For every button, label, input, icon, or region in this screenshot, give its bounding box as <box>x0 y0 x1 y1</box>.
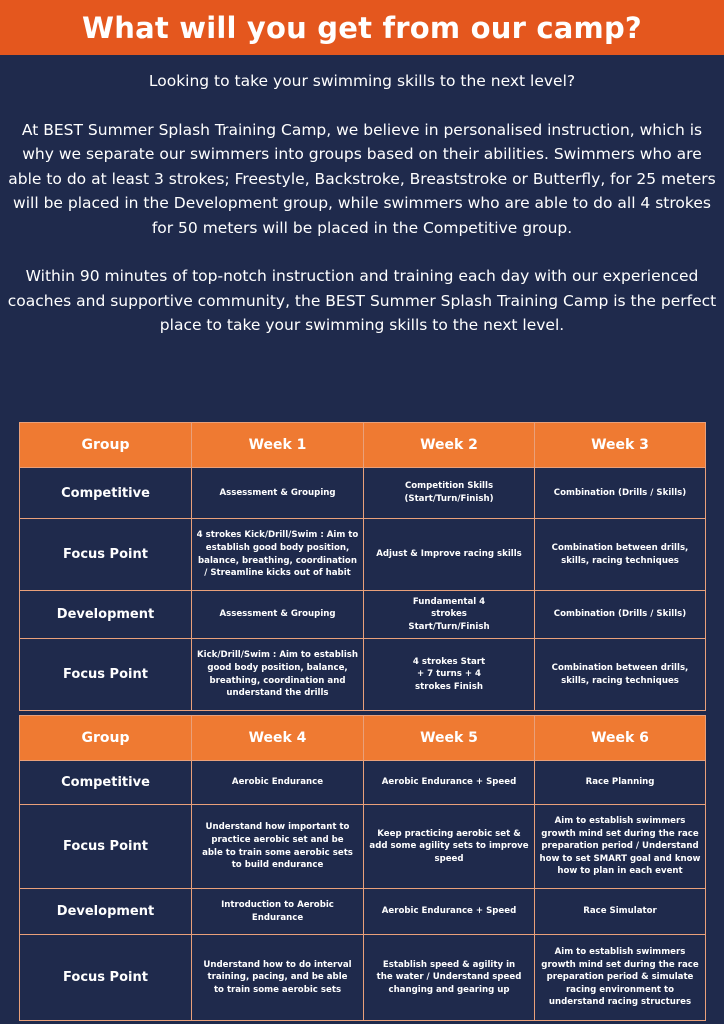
row-label: Focus Point <box>20 805 192 889</box>
row-label: Development <box>20 591 192 639</box>
table-cell: 4 strokes Kick/Drill/Swim : Aim to establish good body position, balance, breathing, coordination / Streamline kicks out of habit <box>192 519 364 591</box>
table-cell: Aim to establish swimmers growth mind set during the race preparation period / Understand how to set SMART goal and know how to plan in each event <box>535 805 706 889</box>
intro-paragraph-1: Looking to take your swimming skills to the next level? <box>148 72 576 90</box>
table-cell: Kick/Drill/Swim : Aim to establish good body position, balance, breathing, coordination and understand the drills <box>192 639 364 711</box>
header-cell: Week 2 <box>364 423 535 468</box>
intro-paragraph-2: At BEST Summer Splash Training Camp, we believe in personalised instruction, which is why we separate our swimmers into groups based on their abilities. Swimmers who are able to do at least 3 strokes; Freestyle, Backstroke, Breaststroke or Butterfly, for 25 meters will be placed in the Development group, while swimmers who are able to do all 4 strokes for 50 meters will be placed in the Competitive group. <box>8 120 716 237</box>
page-title: What will you get from our camp? <box>82 10 642 45</box>
table-row <box>20 805 706 889</box>
table-cell: Race Planning <box>535 761 706 805</box>
table-row <box>20 468 706 519</box>
header-cell: Week 5 <box>364 716 535 761</box>
table-header-row <box>20 716 706 761</box>
header-cell: Week 3 <box>535 423 706 468</box>
table-row <box>20 761 706 805</box>
table-cell: Assessment & Grouping <box>192 468 364 519</box>
header-cell: Week 1 <box>192 423 364 468</box>
table-cell: Race Simulator <box>535 889 706 935</box>
table-header-row <box>20 423 706 468</box>
row-label: Focus Point <box>20 519 192 591</box>
title-banner <box>0 0 724 55</box>
table-cell: Combination (Drills / Skills) <box>535 468 706 519</box>
table-cell: Combination between drills, skills, racing techniques <box>535 639 706 711</box>
table-cell: Understand how to do interval training, pacing, and be able to train some aerobic sets <box>192 935 364 1021</box>
table-cell: Establish speed & agility in the water / Understand speed changing and gearing up <box>364 935 535 1021</box>
table-cell: Aerobic Endurance <box>192 761 364 805</box>
header-cell: Group <box>20 423 192 468</box>
table-cell: Keep practicing aerobic set & add some agility sets to improve speed <box>364 805 535 889</box>
table-cell: Combination between drills, skills, racing techniques <box>535 519 706 591</box>
intro-paragraph-3: Within 90 minutes of top-notch instruction and training each day with our experienced coaches and supportive community, the BEST Summer Splash Training Camp is the perfect place to take your swimming skills to the next level. <box>7 267 717 334</box>
row-label: Competitive <box>20 761 192 805</box>
table-row <box>20 889 706 935</box>
table-cell: Fundamental 4 strokes Start/Turn/Finish <box>364 591 535 639</box>
table-cell: Aerobic Endurance + Speed <box>364 889 535 935</box>
row-label: Competitive <box>20 468 192 519</box>
table-cell: Combination (Drills / Skills) <box>535 591 706 639</box>
row-label: Focus Point <box>20 639 192 711</box>
schedule-table-weeks-1-3 <box>19 422 706 711</box>
header-cell: Week 4 <box>192 716 364 761</box>
schedule-table-weeks-4-6 <box>19 715 706 1021</box>
table-cell: Adjust & Improve racing skills <box>364 519 535 591</box>
table-cell: Understand how important to practice aerobic set and be able to train some aerobic sets to build endurance <box>192 805 364 889</box>
table-cell: Competition Skills (Start/Turn/Finish) <box>364 468 535 519</box>
table-cell: Aim to establish swimmers growth mind set during the race preparation period & simulate racing environment to understand racing structures <box>535 935 706 1021</box>
table-cell: Aerobic Endurance + Speed <box>364 761 535 805</box>
table-row <box>20 639 706 711</box>
row-label: Focus Point <box>20 935 192 1021</box>
row-label: Development <box>20 889 192 935</box>
table-cell: 4 strokes Start + 7 turns + 4 strokes Finish <box>364 639 535 711</box>
header-cell: Group <box>20 716 192 761</box>
table-row <box>20 591 706 639</box>
table-row <box>20 935 706 1021</box>
table-row <box>20 519 706 591</box>
table-cell: Introduction to Aerobic Endurance <box>192 889 364 935</box>
intro-text <box>0 55 724 338</box>
header-cell: Week 6 <box>535 716 706 761</box>
table-cell: Assessment & Grouping <box>192 591 364 639</box>
